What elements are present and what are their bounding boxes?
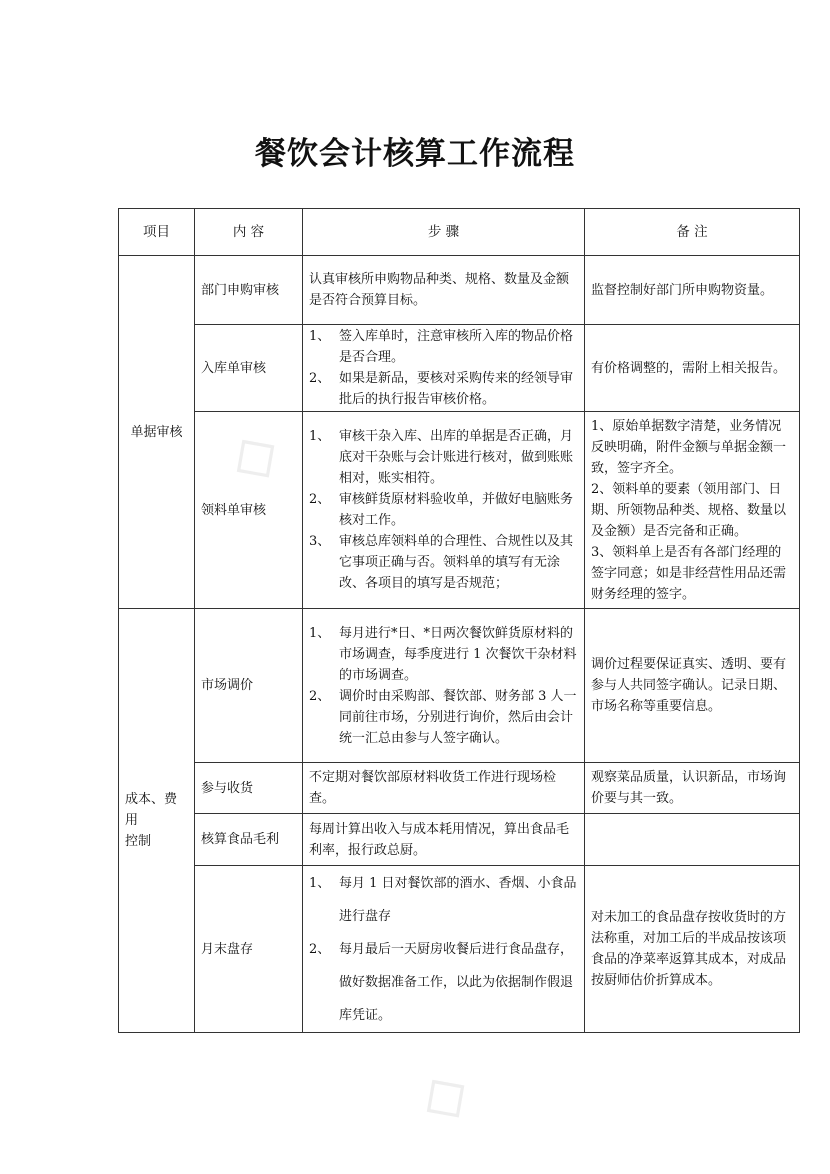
row-steps: 不定期对餐饮部原材料收货工作进行现场检查。	[303, 763, 585, 814]
header-steps: 步 骤	[303, 209, 585, 256]
watermark: ◇	[404, 1053, 483, 1137]
row-notes: 调价过程要保证真实、透明、要有参与人共同签字确认。记录日期、市场名称等重要信息。	[585, 609, 800, 763]
step-item: 3、 审核总库领料单的合理性、合规性以及其它事项正确与否。领料单的填写有无涂改、各项目的填写是否规范；	[309, 534, 574, 591]
row-item: 领料单审核	[195, 412, 303, 609]
row-steps	[303, 609, 585, 763]
row-notes	[585, 412, 800, 609]
table-header-row	[119, 209, 800, 256]
watermark: ◇	[214, 413, 293, 497]
table-row	[119, 609, 800, 763]
page-title: 餐饮会计核算工作流程	[255, 136, 575, 172]
row-item: 部门申购审核	[195, 256, 303, 325]
step-item: 1、 审核干杂入库、出库的单据是否正确，月底对干杂账与会计账进行核对，做到账账相对，账实相符。	[309, 429, 574, 486]
group-label: 成本、费用 控制	[119, 609, 195, 1033]
row-item: 参与收货	[195, 763, 303, 814]
workflow-table	[118, 208, 800, 1033]
row-item: 市场调价	[195, 609, 303, 763]
step-item: 2、 如果是新品，要核对采购传来的经领导审批后的执行报告审核价格。	[309, 371, 574, 407]
row-notes: 观察菜品质量，认识新品，市场询价要与其一致。	[585, 763, 800, 814]
row-notes: 监督控制好部门所申购物资量。	[585, 256, 800, 325]
row-item: 核算食品毛利	[195, 814, 303, 866]
table-row	[119, 814, 800, 866]
row-steps: 每周计算出收入与成本耗用情况，算出食品毛利率，报行政总厨。	[303, 814, 585, 866]
table-row	[119, 325, 800, 412]
header-project: 项目	[119, 209, 195, 256]
row-notes: 有价格调整的，需附上相关报告。	[585, 325, 800, 412]
group-label: 单据审核	[119, 256, 195, 609]
row-steps: 认真审核所申购物品种类、规格、数量及金额是否符合预算目标。	[303, 256, 585, 325]
header-content: 内 容	[195, 209, 303, 256]
step-item: 2、 调价时由采购部、餐饮部、财务部 3 人一同前往市场，分别进行询价，然后由会计统一汇总由参与人签字确认。	[309, 688, 577, 746]
row-item: 入库单审核	[195, 325, 303, 412]
note-line: 1、原始单据数字清楚，业务情况反映明确，附件金额与单据金额一致，签字齐全。	[591, 418, 787, 476]
step-item: 1、 每月进行*日、*日两次餐饮鲜货原材料的市场调查，每季度进行 1 次餐饮干杂材料的市场调查。	[309, 625, 577, 683]
row-steps	[303, 412, 585, 609]
step-item: 1、 签入库单时，注意审核所入库的物品价格是否合理。	[309, 329, 574, 365]
table-row	[119, 763, 800, 814]
header-notes: 备 注	[585, 209, 800, 256]
step-item: 2、 每月最后一天厨房收餐后进行食品盘存，做好数据准备工作，以此为依据制作假退库凭证。	[309, 941, 574, 1023]
table-row	[119, 866, 800, 1033]
note-line: 2、领料单的要素（领用部门、日期、所领物品种类、规格、数量以及金额）是否完备和正确。	[591, 481, 787, 539]
table-row	[119, 412, 800, 609]
row-item: 月末盘存	[195, 866, 303, 1033]
row-notes	[585, 814, 800, 866]
row-notes: 对未加工的食品盘存按收货时的方法称重，对加工后的半成品按该项食品的净菜率返算其成本，对成品按厨师估价折算成本。	[585, 866, 800, 1033]
step-item: 1、 每月 1 日对餐饮部的酒水、香烟、小食品进行盘存	[309, 875, 577, 924]
row-steps	[303, 866, 585, 1033]
step-item: 2、 审核鲜货原材料验收单，并做好电脑账务核对工作。	[309, 492, 574, 528]
row-steps	[303, 325, 585, 412]
note-line: 3、领料单上是否有各部门经理的签字同意；如是非经营性用品还需财务经理的签字。	[591, 544, 787, 602]
table-row	[119, 256, 800, 325]
